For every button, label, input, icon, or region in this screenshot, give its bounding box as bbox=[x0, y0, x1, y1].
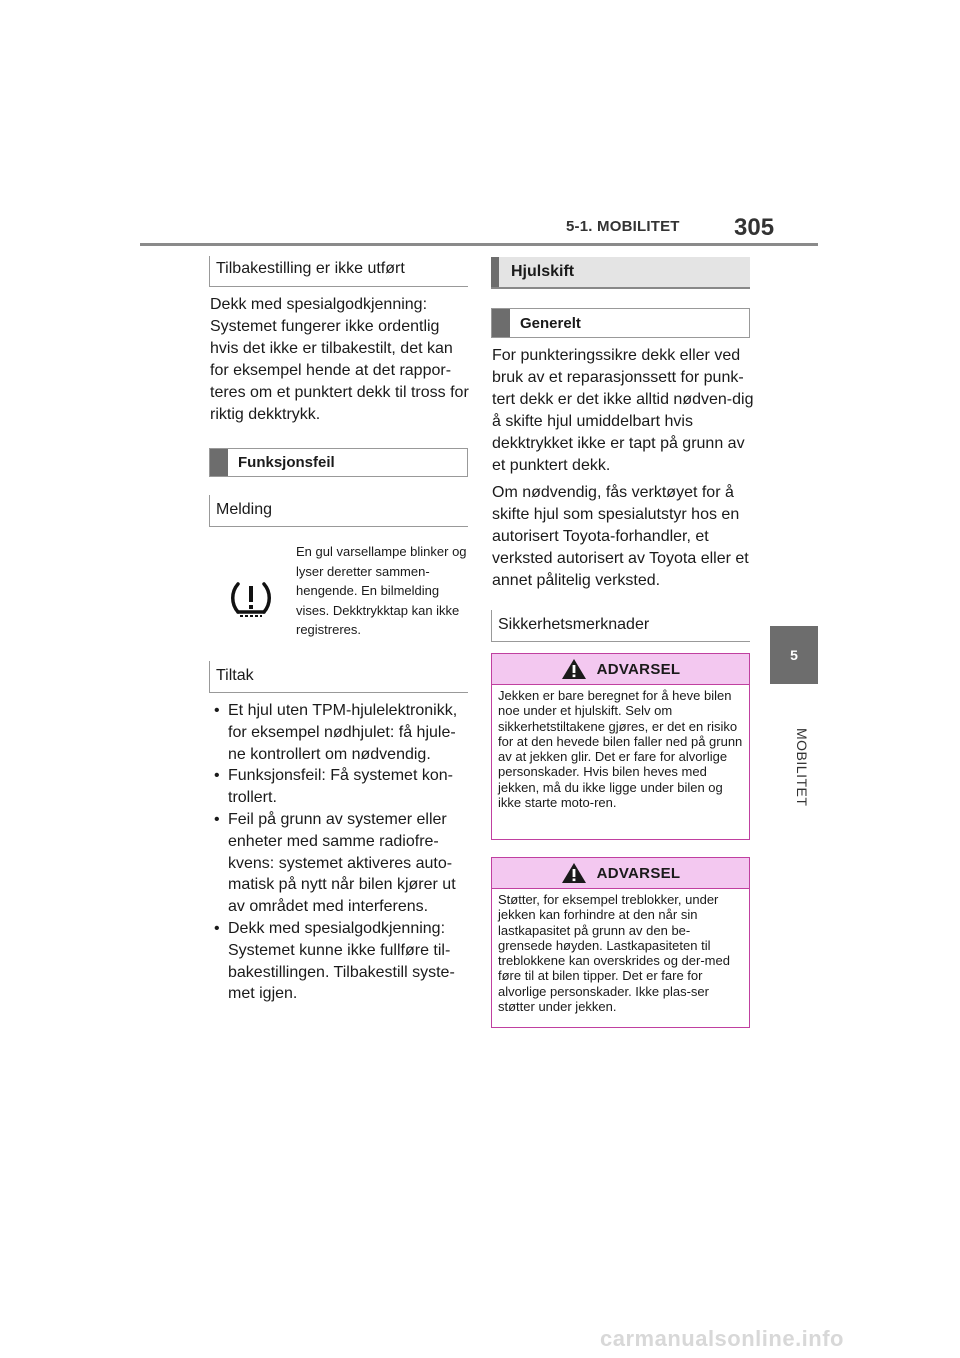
warning-box bbox=[491, 857, 750, 1028]
warning-triangle-icon bbox=[561, 862, 587, 884]
list-item: • Funksjonsfeil: Få systemet kon-trollert. bbox=[210, 765, 472, 809]
warning-box bbox=[491, 653, 750, 840]
measure-label: Tiltak bbox=[209, 661, 468, 693]
message-label: Melding bbox=[209, 495, 468, 527]
reset-paragraph: Dekk med spesialgodkjenning: Systemet fungerer ikke ordentlig hvis det ikke er tilbakestilt, det kan for eksempel hende at det rappor-teres om et punktert dekk til tross for riktig dekktrykk. bbox=[210, 296, 469, 423]
malfunction-heading-text: Funksjonsfeil bbox=[238, 454, 335, 471]
list-item: • Dekk med spesialgodkjenning: Systemet kunne ikke fullføre til-bakestillingen. Tilbakestill syste-met igjen. bbox=[210, 918, 472, 1005]
general-paragraph-1: For punkteringssikre dekk eller ved bruk av et reparasjonssett for punk-tert dekk er det ikke alltid nødven-dig å skifte hjul umiddelbart hvis dekktrykket ikke er tapt på grunn av et punktert dekk. bbox=[492, 347, 754, 474]
malfunction-heading bbox=[209, 448, 468, 477]
warning-text: Støtter, for eksempel treblokker, under jekken kan forhindre at den når sin lastkapasitet på grunn av den be-grensede høyden. Lastkapasiteten til treblokkene kan overskrides og der-med føre til at bilen tipper. Det er fare for alvorlige personskader. Ikke plas-ser støtter under jekken. bbox=[498, 892, 730, 1015]
section-title: 5-1. MOBILITET bbox=[566, 218, 680, 235]
page-number: 305 bbox=[734, 214, 775, 241]
warning-text: Jekken er bare beregnet for å heve bilen noe under et hjulskift. Selv om sikkerhetstiltakene gjøres, er det en risiko for at den hevede bilen faller ned på grunn av at jekken glir. Det er fare for alvorlige personskader. Hvis bilen heves med jekken, må du ikke ligge under bilen og ikke starte moto-ren. bbox=[498, 688, 743, 811]
list-item: • Et hjul uten TPM-hjulelektronikk, for eksempel nødhjulet: få hjule-ne kontrollert om nødvendig. bbox=[210, 700, 472, 765]
warning-header bbox=[492, 654, 749, 685]
general-heading-text: Generelt bbox=[520, 314, 581, 332]
heading-bar bbox=[491, 257, 499, 287]
safety-notes-label: Sikkerhetsmerknader bbox=[491, 610, 750, 642]
watermark-logo: carmanualsonline.info bbox=[600, 1326, 844, 1351]
reset-not-done-label: Tilbakestilling er ikke utført bbox=[209, 256, 468, 287]
message-text: En gul varsellampe blinker og lyser deretter sammen-hengende. En bilmelding vises. Dekktrykktap kan ikke registreres. bbox=[296, 544, 467, 637]
warning-triangle-icon bbox=[561, 658, 587, 680]
chapter-label: MOBILITET bbox=[794, 728, 810, 807]
warning-header bbox=[492, 858, 749, 889]
tire-pressure-warning-icon bbox=[230, 578, 272, 620]
wheel-change-heading bbox=[491, 257, 750, 289]
measure-list bbox=[210, 700, 472, 1005]
warning-title: ADVARSEL bbox=[596, 864, 681, 882]
warning-title: ADVARSEL bbox=[596, 660, 681, 678]
wheel-change-heading-text: Hjulskift bbox=[511, 263, 575, 280]
general-paragraph-2: Om nødvendig, fås verktøyet for å skifte hjul som spesialutstyr hos en autorisert Toyota-forhandler, et verksted autorisert av Toyota eller et annet pålitelig verksted. bbox=[492, 484, 749, 589]
header-divider bbox=[140, 243, 818, 246]
heading-bar bbox=[210, 449, 228, 476]
list-item: • Feil på grunn av systemer eller enheter med samme radiofre-kvens: systemet aktiveres auto-matisk på nytt når bilen kjører ut av området med interferens. bbox=[210, 809, 472, 918]
chapter-tab: 5 bbox=[770, 626, 818, 684]
general-heading bbox=[491, 308, 750, 338]
heading-bar bbox=[492, 309, 510, 337]
